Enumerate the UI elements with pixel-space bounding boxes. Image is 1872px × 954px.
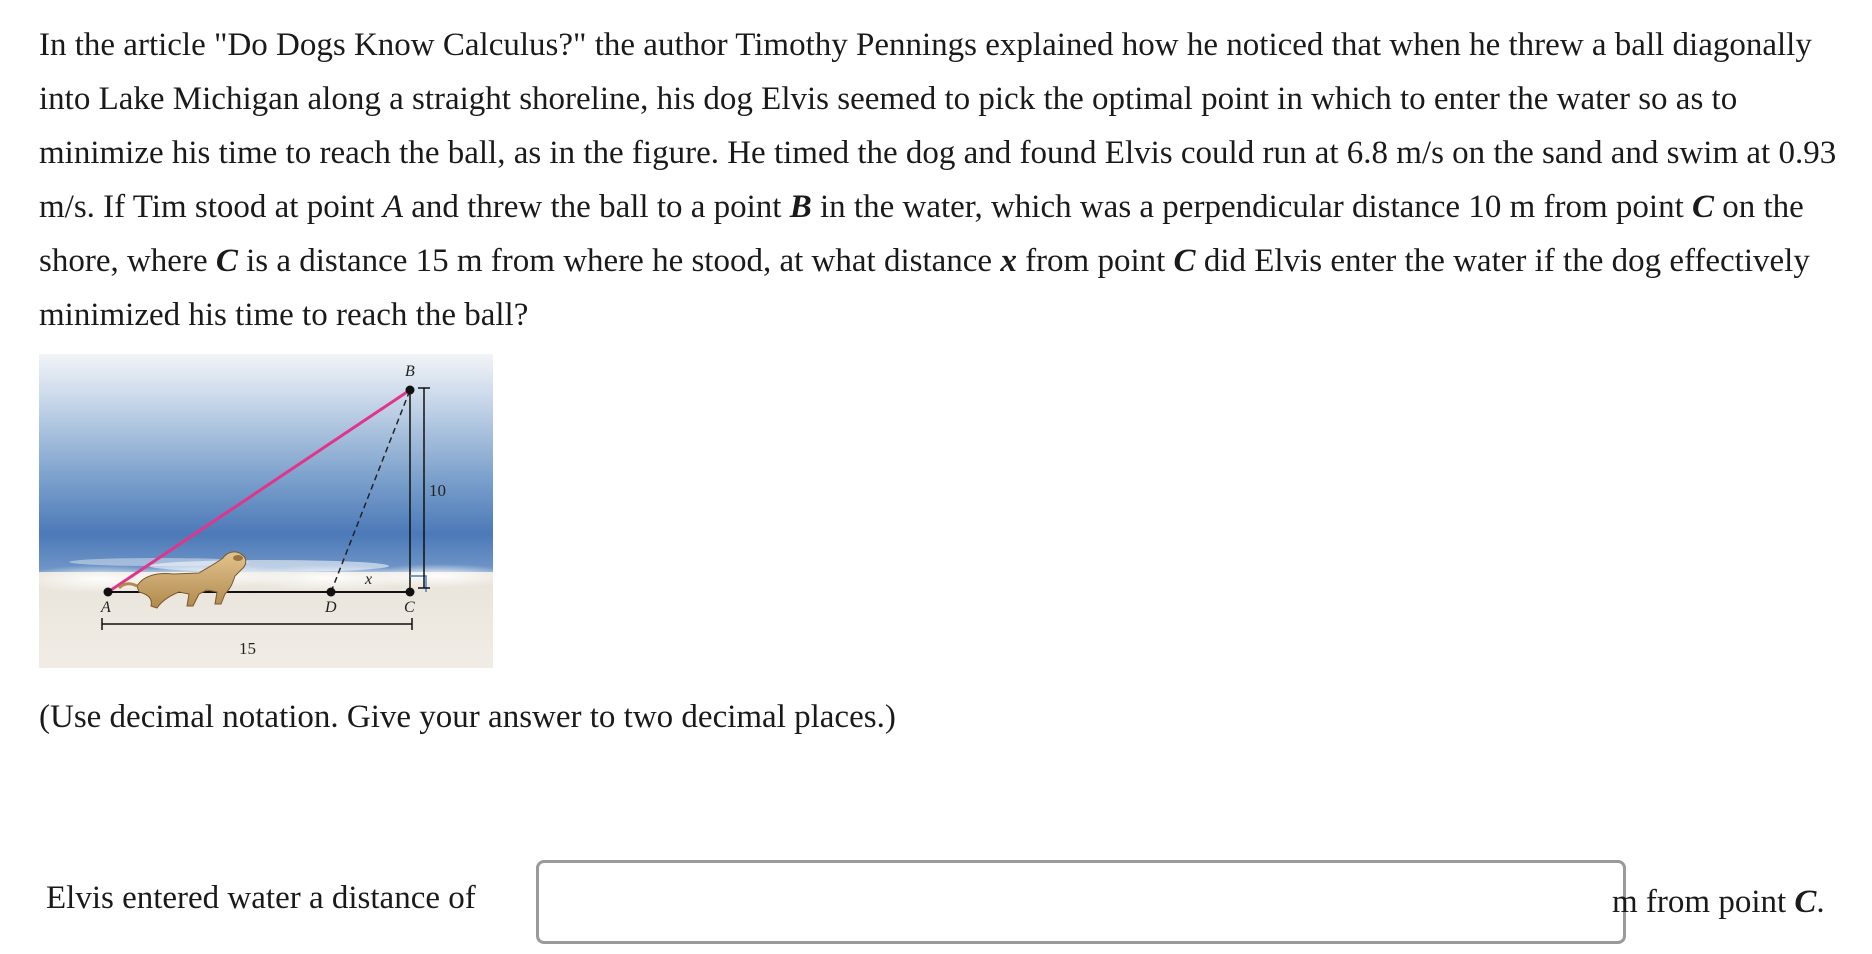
question-text-1: In the article "Do Dogs Know Calculus?" the author Timothy Pennings explained how he noticed that when he threw a ball diagonally into Lake Michigan along a straight shoreline, his dog Elvis seemed to pick the optimal point in which to enter the water so as to minimize his time to reach the ball, as in the figure. He timed the dog and found Elvis could run at 6.8 m/s on the sand and swim at 0.93 m/s. If Tim stood at point: [39, 27, 1837, 225]
point-b-label: B: [789, 189, 812, 225]
question-text-7: did Elvis enter the water if the dog effectively minimized his time to reach the ball?: [39, 243, 1810, 333]
problem-statement: [39, 18, 1869, 342]
point-a-label: A: [382, 189, 403, 225]
label-x: x: [365, 571, 373, 588]
point-d-dot: [327, 588, 336, 597]
label-distance-15: 15: [239, 639, 256, 658]
label-point-b: B: [405, 363, 415, 380]
label-point-c: C: [404, 599, 415, 616]
answer-row: [46, 860, 1872, 952]
label-point-a: A: [101, 599, 111, 616]
question-text-6: from point: [1016, 243, 1174, 279]
point-c-label-2: C: [215, 243, 238, 279]
answer-suffix-point: C: [1794, 884, 1817, 920]
point-b-dot: [406, 386, 415, 395]
question-text-4: on the shore, where: [39, 189, 1804, 279]
question-text-3: in the water, which was a perpendicular distance 10 m from point: [811, 189, 1692, 225]
answer-suffix-end: .: [1816, 884, 1825, 920]
answer-input[interactable]: [536, 860, 1626, 944]
point-c-dot: [406, 588, 415, 597]
question-text-2: and threw the ball to a point: [402, 189, 790, 225]
question-text-5: is a distance 15 m from where he stood, at what distance: [237, 243, 1001, 279]
answer-prefix-text: Elvis entered water a distance of: [46, 880, 476, 916]
lake-diagram: [39, 354, 493, 668]
point-a-dot: [104, 588, 113, 597]
lake-figure: [39, 354, 493, 668]
label-point-d: D: [325, 599, 337, 616]
label-distance-10: 10: [429, 481, 446, 500]
answer-suffix: [1612, 884, 1825, 921]
variable-x-label: x: [1000, 243, 1017, 279]
answer-instructions: (Use decimal notation. Give your answer to two decimal places.): [39, 699, 896, 735]
point-c-label: C: [1692, 189, 1715, 225]
answer-suffix-text: m from point: [1612, 884, 1795, 920]
point-c-label-3: C: [1173, 243, 1196, 279]
